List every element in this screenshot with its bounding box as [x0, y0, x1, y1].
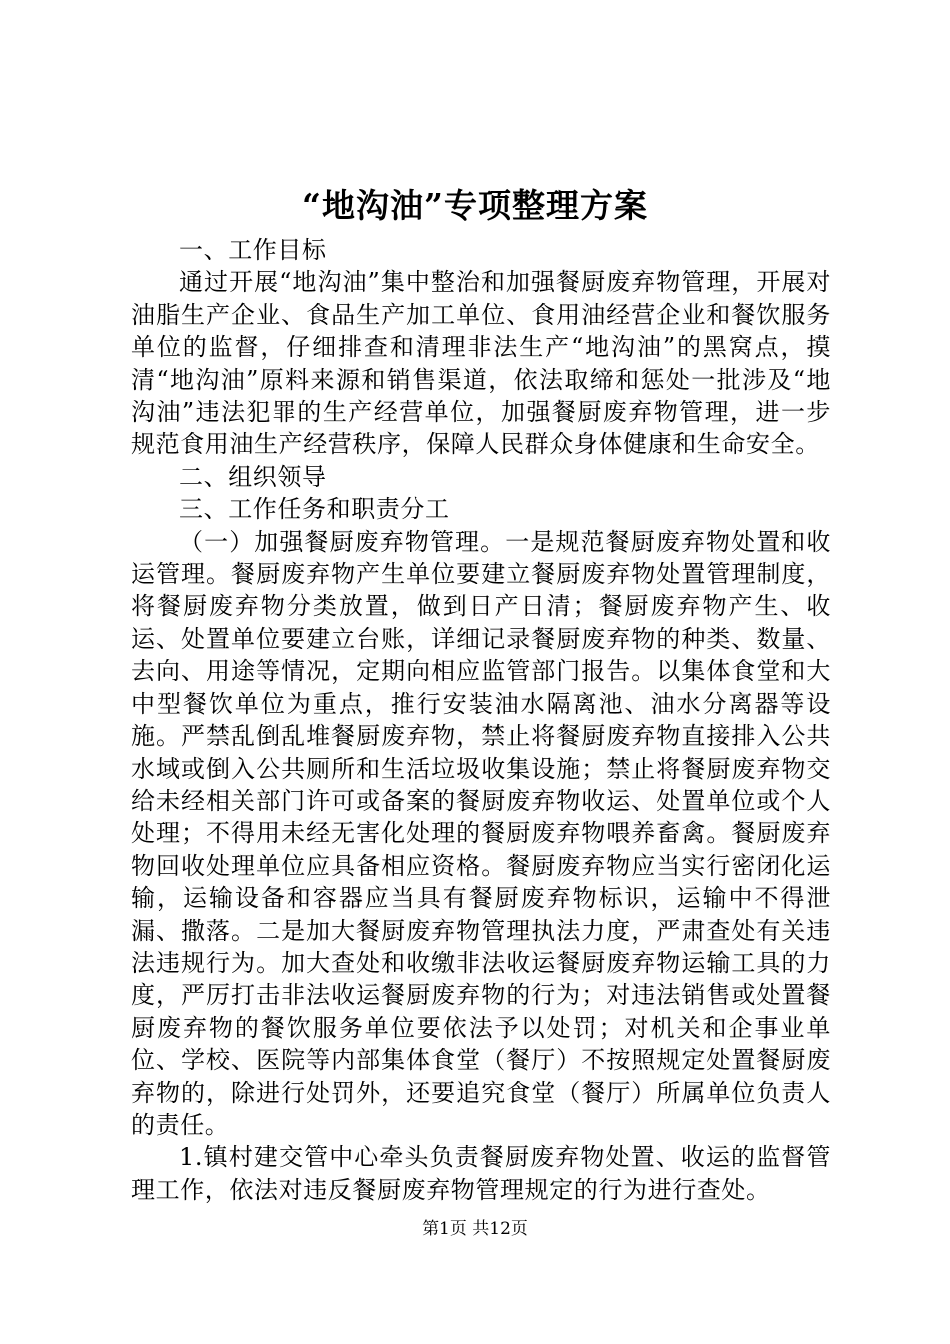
document-title: “地沟油”专项整理方案 — [302, 186, 648, 225]
section-heading-leadership: 二、组织领导 — [179, 462, 327, 491]
paragraph-item-1: 1.镇村建交管中心牵头负责餐厨废弃物处置、收运的监督管理工作，依法对违反餐厨废弃物管理规定的行为进行查处。 — [131, 1143, 831, 1204]
paragraph-goals: 通过开展“地沟油”集中整治和加强餐厨废弃物管理，开展对油脂生产企业、食品生产加工单位、食用油经营企业和餐饮服务单位的监督，仔细排查和清理非法生产“地沟油”的黑窝点，摸清“地沟油”原料来源和销售渠道，依法取缔和惩处一批涉及“地沟油”违法犯罪的生产经营单位，加强餐厨废弃物管理，进一步规范食用油生产经营秩序，保障人民群众身体健康和生命安全。 — [131, 268, 831, 459]
paragraph-kitchen-waste: （一）加强餐厨废弃物管理。一是规范餐厨废弃物处置和收运管理。餐厨废弃物产生单位要建立餐厨废弃物处置管理制度，将餐厨废弃物分类放置，做到日产日清；餐厨废弃物产生、收运、处置单位要建立台账，详细记录餐厨废弃物的种类、数量、去向、用途等情况，定期向相应监管部门报告。以集体食堂和大中型餐饮单位为重点，推行安装油水隔离池、油水分离器等设施。严禁乱倒乱堆餐厨废弃物，禁止将餐厨废弃物直接排入公共水域或倒入公共厕所和生活垃圾收集设施；禁止将餐厨废弃物交给未经相关部门许可或备案的餐厨废弃物收运、处置单位或个人处理；不得用未经无害化处理的餐厨废弃物喂养畜禽。餐厨废弃物回收处理单位应具备相应资格。餐厨废弃物应当实行密闭化运输，运输设备和容器应当具有餐厨废弃物标识，运输中不得泄漏、撒落。二是加大餐厨废弃物管理执法力度，严肃查处有关违法违规行为。加大查处和收缴非法收运餐厨废弃物运输工具的力度，严厉打击非法收运餐厨废弃物的行为；对违法销售或处置餐厨废弃物的餐饮服务单位要依法予以处罚；对机关和企事业单位、学校、医院等内部集体食堂（餐厅）不按照规定处置餐厨废弃物的，除进行处罚外，还要追究食堂（餐厅）所属单位负责人的责任。 — [131, 527, 831, 1139]
document-body — [131, 234, 831, 1206]
section-heading-goals: 一、工作目标 — [179, 236, 327, 264]
page-number: 第1页 共12页 — [422, 1219, 528, 1239]
section-heading-tasks: 三、工作任务和职责分工 — [179, 495, 450, 524]
